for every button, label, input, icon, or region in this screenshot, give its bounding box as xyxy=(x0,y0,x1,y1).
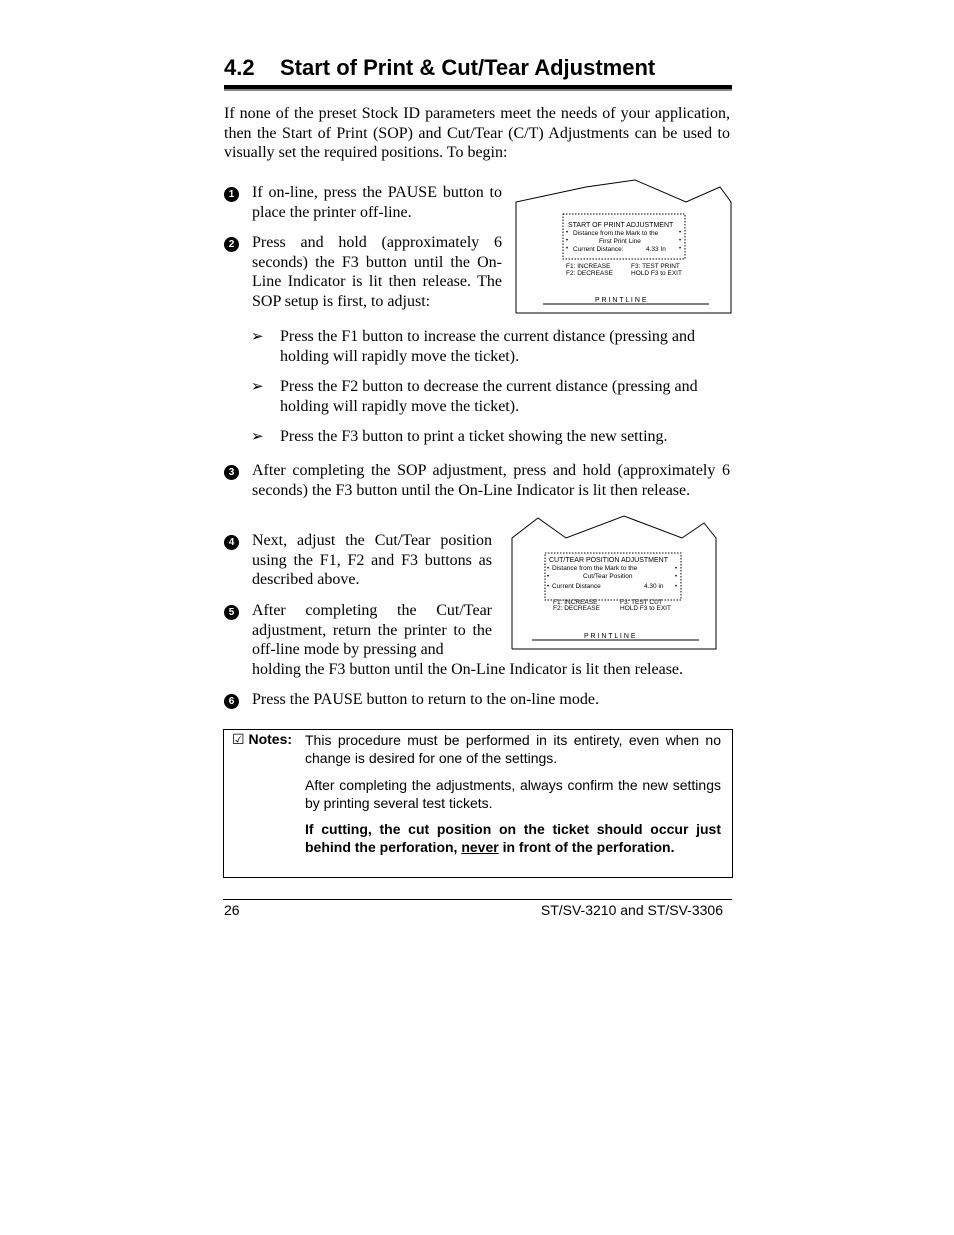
note-3-part-a: If cutting, the cut position on the ticket should occur just behind the perforation, xyxy=(305,821,721,855)
ticket2-exit: HOLD F3 to EXIT xyxy=(620,605,671,612)
ticket1-title: START OF PRINT ADJUSTMENT xyxy=(568,222,674,229)
svg-text:•: • xyxy=(547,584,550,590)
cut-tear-ticket-illustration xyxy=(504,514,718,652)
ticket1-print-line: P R I N T L I N E xyxy=(595,297,647,304)
note-3-part-b: in front of the perforation. xyxy=(502,839,675,855)
ticket1-f2: F2: DECREASE xyxy=(566,270,613,277)
ticket1-line2: First Print Line xyxy=(599,238,641,245)
step-4-text: Next, adjust the Cut/Tear position using the F1, F2 and F3 buttons as described above. xyxy=(252,532,492,589)
svg-text:•: • xyxy=(566,246,569,252)
footer-model: ST/SV-3210 and ST/SV-3306 xyxy=(540,902,723,918)
svg-text:•: • xyxy=(675,574,678,580)
ticket2-print-line: P R I N T L I N E xyxy=(584,633,636,640)
ticket2-f2: F2: DECREASE xyxy=(553,605,600,612)
page-number: 26 xyxy=(224,902,240,918)
svg-text:•: • xyxy=(675,566,678,572)
note-2: After completing the adjustments, always confirm the new settings by printing several test tickets. xyxy=(305,777,721,811)
ticket2-distance-value: 4.30 in xyxy=(644,583,664,590)
step-5-text-a: After completing the Cut/Tear adjustment, return the printer to the off-line mode by pressing and xyxy=(252,602,492,659)
ticket2-f1: F1: INCREASE xyxy=(553,599,598,606)
svg-text:•: • xyxy=(566,230,569,236)
svg-text:•: • xyxy=(547,566,550,572)
note-1: This procedure must be performed in its entirety, even when no change is desired for one of the settings. xyxy=(305,732,721,766)
ticket2-f3: F3: TEST CUT xyxy=(620,599,663,606)
ticket1-distance-value: 4.33 In xyxy=(646,246,666,253)
svg-text:•: • xyxy=(547,574,550,580)
sub-bullet-arrow-2: ➢ xyxy=(251,378,264,395)
ticket1-distance-label: Current Distance: xyxy=(573,246,624,253)
ticket1-f1: F1: INCREASE xyxy=(566,263,611,270)
step-6-text: Press the PAUSE button to return to the on-line mode. xyxy=(252,691,599,708)
step-3-marker: 3 xyxy=(224,463,239,480)
checkbox-icon: ☑ xyxy=(232,731,245,747)
ticket1-f3: F3: TEST PRINT xyxy=(631,263,680,270)
heading-rule xyxy=(224,85,732,91)
sop-ticket-illustration xyxy=(515,178,732,316)
sub-bullet-1: Press the F1 button to increase the current distance (pressing and holding will rapidly move the ticket). xyxy=(280,328,695,365)
ticket1-exit: HOLD F3 to EXIT xyxy=(631,270,682,277)
sub-bullet-arrow-1: ➢ xyxy=(251,328,264,345)
sub-bullet-arrow-3: ➢ xyxy=(251,428,264,445)
svg-text:•: • xyxy=(679,238,682,244)
step-4-marker: 4 xyxy=(224,533,239,550)
sub-bullet-2: Press the F2 button to decrease the current distance (pressing and holding will rapidly move the ticket). xyxy=(280,378,698,415)
notes-heading: Notes: xyxy=(248,731,293,747)
section-number: 4.2 xyxy=(224,55,255,80)
svg-text:•: • xyxy=(566,238,569,244)
notes-label xyxy=(232,731,292,748)
step-3-text: After completing the SOP adjustment, press and hold (approximately 6 seconds) the F3 button until the On-Line Indicator is lit then release. xyxy=(252,462,730,499)
step-5-text-b: holding the F3 button until the On-Line Indicator is lit then release. xyxy=(252,661,684,678)
footer-rule xyxy=(223,899,732,900)
ticket2-line1: Distance from the Mark to the xyxy=(552,565,638,572)
ticket2-title: CUT/TEAR POSITION ADJUSTMENT xyxy=(549,557,669,564)
sub-bullet-3: Press the F3 button to print a ticket showing the new setting. xyxy=(280,428,668,445)
note-3-never: never xyxy=(461,839,499,855)
note-3 xyxy=(305,820,721,856)
intro-paragraph: If none of the preset Stock ID parameters meet the needs of your application, then the Start of Print (SOP) and Cut/Tear (C/T) Adjustments can be used to visually set the required positions. To begin: xyxy=(224,105,730,162)
step-5-marker: 5 xyxy=(224,603,239,620)
ticket2-distance-label: Current Distance xyxy=(552,583,601,590)
step-1-text: If on-line, press the PAUSE button to place the printer off-line. xyxy=(252,184,502,221)
step-2-text: Press and hold (approximately 6 seconds) the F3 button until the On-Line Indicator is lit then release. The SOP setup is first, to adjust: xyxy=(252,234,502,310)
step-1-marker: 1 xyxy=(224,185,239,202)
step-2-marker: 2 xyxy=(224,235,239,252)
svg-text:•: • xyxy=(679,246,682,252)
ticket2-line2: Cut/Tear Position xyxy=(583,573,633,580)
section-title: Start of Print & Cut/Tear Adjustment xyxy=(280,55,656,80)
svg-text:•: • xyxy=(679,230,682,236)
ticket1-line1: Distance from the Mark to the xyxy=(573,230,659,237)
svg-text:•: • xyxy=(675,584,678,590)
section-heading xyxy=(224,55,732,81)
step-6-marker: 6 xyxy=(224,692,239,709)
